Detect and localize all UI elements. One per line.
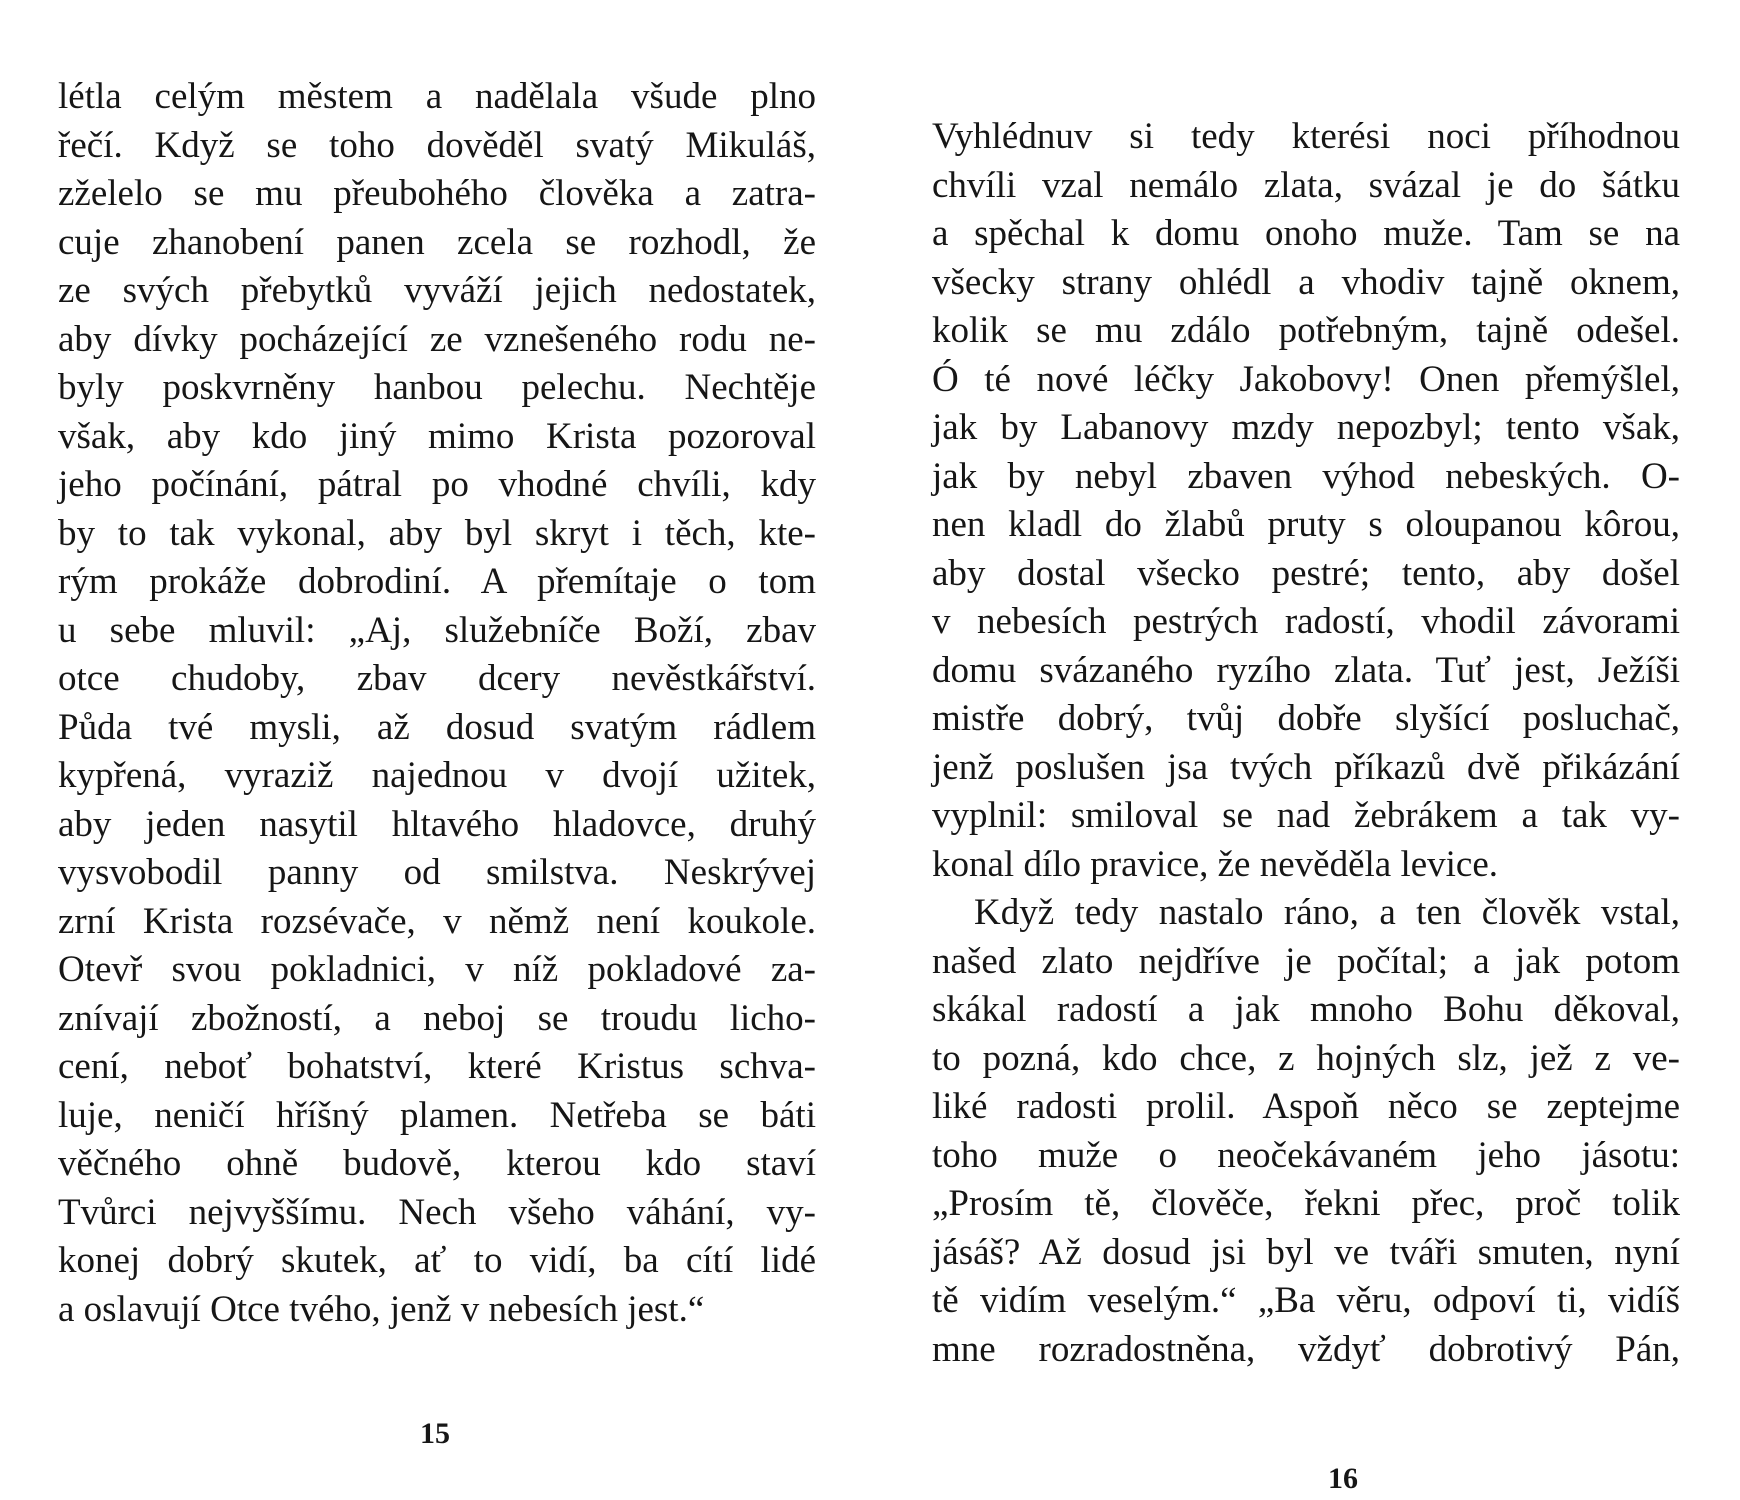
text-line: všecky strany ohlédl a vhodiv tajně oknem, <box>932 261 1680 303</box>
text-line: kypřená, vyraziž najednou v dvojí užitek, <box>58 755 816 796</box>
text-line: našed zlato nejdříve je počítal; a jak potom <box>932 940 1680 982</box>
text-line: jásáš? Až dosud jsi byl ve tváři smuten, nyní <box>932 1231 1680 1273</box>
right-page-text <box>932 113 1680 1374</box>
text-line: věčného ohně budově, kterou kdo staví <box>58 1143 816 1184</box>
text-line: jak by nebyl zbaven výhod nebeských. O- <box>932 455 1680 497</box>
text-line: mistře dobrý, tvůj dobře slyšící posluchač, <box>932 698 1680 739</box>
text-line: řečí. Když se toho dověděl svatý Mikuláš, <box>58 124 816 166</box>
text-line: konal dílo pravice, že nevěděla levice. <box>932 843 1499 885</box>
text-line: znívají zbožností, a neboj se troudu licho- <box>58 997 816 1039</box>
text-line: u sebe mluvil: „Aj, služebníče Boží, zbav <box>58 609 816 651</box>
text-line: otce chudoby, zbav dcery nevěstkářství. <box>58 658 816 699</box>
page-number: 16 <box>1328 1462 1358 1495</box>
text-line: rým prokáže dobrodiní. A přemítaje o tom <box>58 561 816 602</box>
text-line: toho muže o neočekávaném jeho jásotu: <box>932 1134 1680 1176</box>
left-page-text <box>58 73 816 1334</box>
text-line: domu svázaného ryzího zlata. Tuť jest, Ježíši <box>932 649 1680 691</box>
text-line: chvíli vzal nemálo zlata, svázal je do šátku <box>932 164 1680 206</box>
text-line: by to tak vykonal, aby byl skryt i těch, kte- <box>58 512 816 554</box>
text-line: liké radosti prolil. Aspoň něco se zeptejme <box>932 1086 1680 1127</box>
text-line: cení, neboť bohatství, které Kristus schva- <box>58 1046 816 1087</box>
text-line: zželelo se mu přeubohého člověka a zatra- <box>58 173 816 214</box>
text-line: luje, neničí hříšný plamen. Netřeba se báti <box>58 1094 816 1136</box>
text-line: a oslavují Otce tvého, jenž v nebesích jest.“ <box>58 1288 705 1330</box>
text-line: jenž poslušen jsa tvých příkazů dvě přikázání <box>932 746 1680 788</box>
text-line: ze svých přebytků vyváží jejich nedostatek, <box>58 270 816 311</box>
text-line: však, aby kdo jiný mimo Krista pozoroval <box>58 415 816 457</box>
text-line: jeho počínání, pátral po vhodné chvíli, kdy <box>58 464 816 505</box>
text-line: Ó té nové léčky Jakobovy! Onen přemýšlel, <box>932 358 1680 400</box>
text-line: kolik se mu zdálo potřebným, tajně odešel. <box>932 310 1680 351</box>
text-line: „Prosím tě, člověče, řekni přec, proč tolik <box>932 1183 1680 1224</box>
text-line: a spěchal k domu onoho muže. Tam se na <box>932 213 1680 254</box>
text-line: zrní Krista rozsévače, v němž není koukole. <box>58 900 816 942</box>
text-line: jak by Labanovy mzdy nepozbyl; tento však, <box>932 407 1680 448</box>
text-line: Vyhlédnuv si tedy kterési noci příhodnou <box>932 116 1680 157</box>
text-line: aby dívky pocházející ze vznešeného rodu ne- <box>58 318 816 360</box>
text-line: tě vidím veselým.“ „Ba věru, odpoví ti, vidíš <box>932 1280 1680 1321</box>
text-line: konej dobrý skutek, ať to vidí, ba cítí lidé <box>58 1240 816 1281</box>
text-line: to pozná, kdo chce, z hojných slz, jež z ve- <box>932 1037 1680 1079</box>
text-line: Půda tvé mysli, až dosud svatým rádlem <box>58 706 816 748</box>
text-line: vyplnil: smiloval se nad žebrákem a tak vy- <box>932 795 1680 836</box>
text-line: Otevř svou pokladnici, v níž pokladové za- <box>58 949 816 990</box>
text-line: aby jeden nasytil hltavého hladovce, druhý <box>58 803 816 845</box>
text-line: Když tedy nastalo ráno, a ten člověk vstal, <box>974 892 1680 933</box>
right-page <box>870 0 1740 1500</box>
text-line: v nebesích pestrých radostí, vhodil závorami <box>932 601 1680 642</box>
text-line: mne rozradostněna, vždyť dobrotivý Pán, <box>932 1328 1680 1370</box>
text-line: Tvůrci nejvyššímu. Nech všeho váhání, vy- <box>58 1191 816 1233</box>
page-number: 15 <box>420 1417 450 1450</box>
text-line: aby dostal všecko pestré; tento, aby došel <box>932 552 1680 594</box>
text-line: cuje zhanobení panen zcela se rozhodl, že <box>58 221 816 263</box>
text-line: létla celým městem a nadělala všude plno <box>58 76 816 117</box>
text-line: vysvobodil panny od smilstva. Neskrývej <box>58 852 816 893</box>
text-line: nen kladl do žlabů pruty s oloupanou kôrou, <box>932 504 1680 545</box>
text-line: byly poskvrněny hanbou pelechu. Nechtěje <box>58 367 816 408</box>
text-line: skákal radostí a jak mnoho Bohu děkoval, <box>932 989 1680 1030</box>
